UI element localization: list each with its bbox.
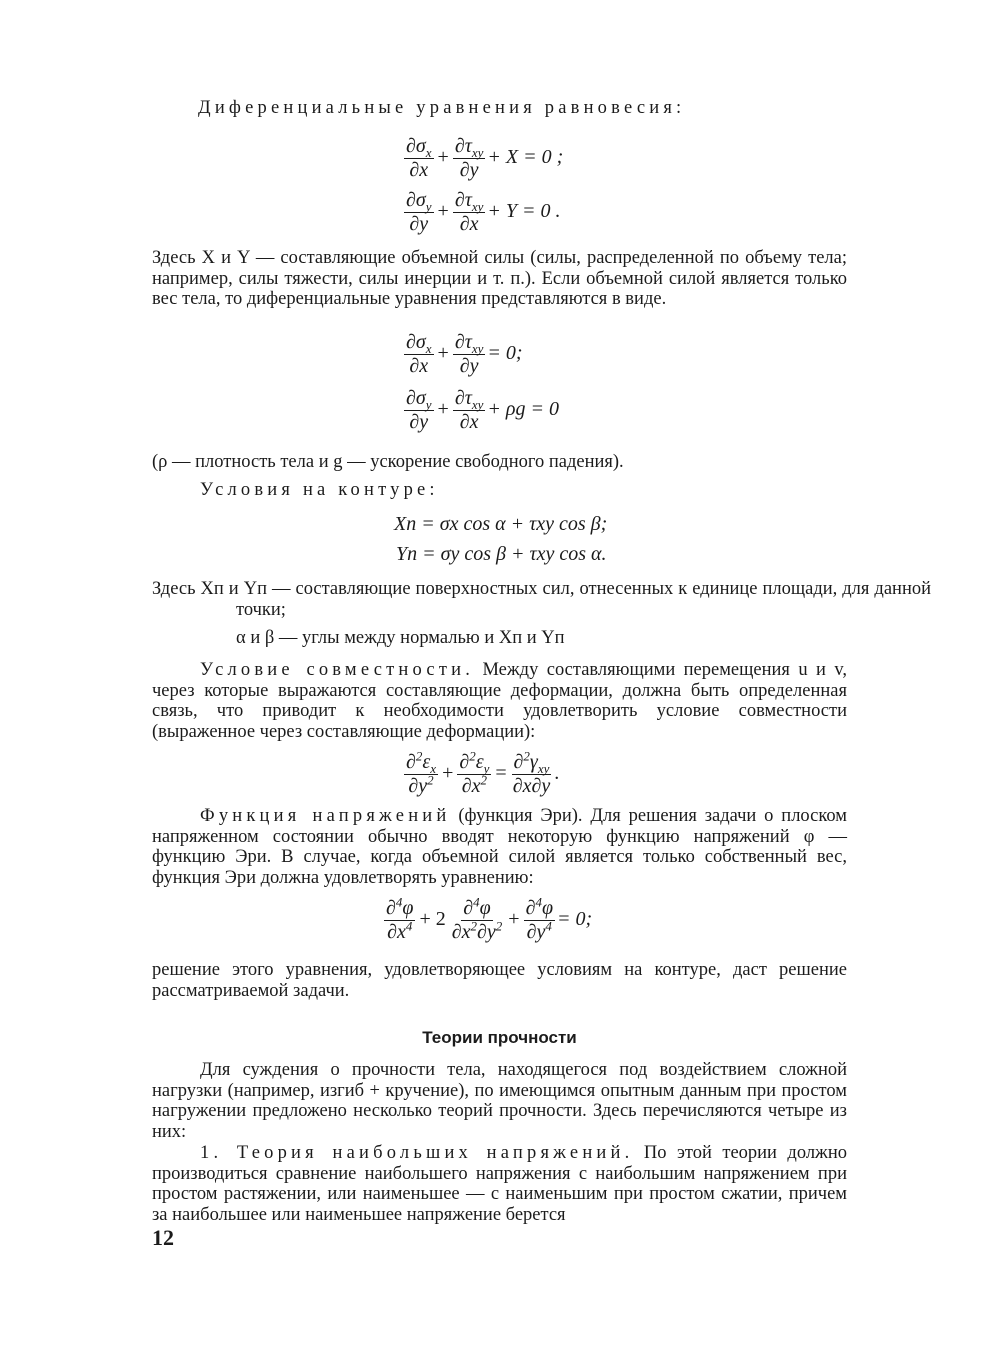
paragraph-compatibility	[152, 660, 847, 742]
equation-tail: = 0;	[557, 908, 593, 931]
theory-1-lead: 1. Теория наибольших напряжений.	[200, 1143, 634, 1163]
equation-compatibility: $\frac{\partial^2\varepsilon_x}{\partial y^2}$ + $\frac{\partial^2\varepsilon_y}{\partial x^2}$ = $\frac{\partial^2\gamma_{xy}}{\partial x\partial y}$ .	[406, 748, 560, 797]
paragraph-strength-intro: Для суждения о прочности тела, находящегося под воздействием сложной нагрузки (например, изгиб + кручение), по имеющимся опытным данным при простом нагружении предложено несколько теорий прочности. Здесь перечисляются четыре из них:	[152, 1060, 847, 1142]
theory-1-text: По этой теории должно производиться сравнение наибольшего напряжения с наибольшим напряжением при простом растяжении, или наименьшее — с наименьшим при простом сжатии, причем за наибольшее или наименьшее напряжение берется	[152, 1143, 847, 1225]
paragraph-stress-function	[152, 806, 847, 888]
note-angles: α и β — углы между нормалью и Xп и Yп	[236, 628, 565, 648]
note-surface-forces: Здесь Xп и Yп — составляющие поверхностных сил, отнесенных к единице площади, для данной точки;	[152, 579, 931, 620]
equation-tail: = 0;	[487, 342, 523, 365]
equation-boundary-y: Yп = σy cos β + τxy cos α.	[396, 543, 607, 565]
section-title-boundary: Условия на контуре:	[200, 480, 439, 500]
compatibility-text: Между составляющими перемещения u и v, через которые выражаются составляющие деформации, должна быть определенная связь, что приводит к необходимости удовлетворить условие совместности (выраженное через составляющие деформации):	[152, 660, 848, 742]
page-number: 12	[152, 1225, 174, 1250]
equation-weight-x: $\frac{\partial\sigma_x}{\partial x}$ + $\frac{\partial\tau_{xy}}{\partial y}$ = 0;	[406, 331, 523, 377]
compatibility-lead: Условие совместности.	[200, 660, 475, 680]
equation-equilibrium-y: $\frac{\partial\sigma_y}{\partial y}$ + $\frac{\partial\tau_{xy}}{\partial x}$ + Y = 0 .	[406, 189, 561, 235]
paragraph-theory-1	[152, 1143, 847, 1225]
section-title-equilibrium: Диференциальные уравнения равновесия:	[198, 98, 686, 118]
equation-biharmonic: $\frac{\partial^4\varphi}{\partial x^4}$ + 2 $\frac{\partial^4\varphi}{\partial x^2\partial y^2}$ + $\frac{\partial^4\varphi}{\partial y^4}$ = 0;	[386, 894, 593, 943]
equation-equilibrium-x: $\frac{\partial\sigma_x}{\partial x}$ + $\frac{\partial\tau_{xy}}{\partial y}$ + X = 0 ;	[406, 135, 564, 181]
equation-weight-y: $\frac{\partial\sigma_y}{\partial y}$ + $\frac{\partial\tau_{xy}}{\partial x}$ + ρg = 0	[406, 387, 559, 433]
paragraph-body-forces: Здесь X и Y — составляющие объемной силы (силы, распределенной по объему тела; например, силы тяжести, силы инерции и т. п.). Если объемной силой является только вес тела, то диференциальные уравнения представляются в виде.	[152, 248, 847, 309]
stress-function-lead: Функция напряжений	[200, 806, 451, 826]
equation-boundary-x: Xп = σx cos α + τxy cos β;	[394, 513, 608, 535]
equation-tail: + X = 0 ;	[487, 146, 564, 169]
note-density: (ρ — плотность тела и g — ускорение свободного падения).	[152, 452, 624, 472]
stress-function-text: (функция Эри). Для решения задачи о плоском напряженном состоянии обычно вводят некоторую функцию напряжений φ — функцию Эри. В случае, когда объемной силой является только собственный вес, функция Эри должна удовлетворять уравнению:	[152, 806, 848, 888]
paragraph-solution: решение этого уравнения, удовлетворяющее условиям на контуре, даст решение рассматриваемой задачи.	[152, 960, 847, 1001]
equation-tail: + ρg = 0	[487, 398, 559, 421]
equation-tail: + Y = 0 .	[487, 200, 561, 223]
heading-strength-theories: Теории прочности	[422, 1028, 577, 1047]
